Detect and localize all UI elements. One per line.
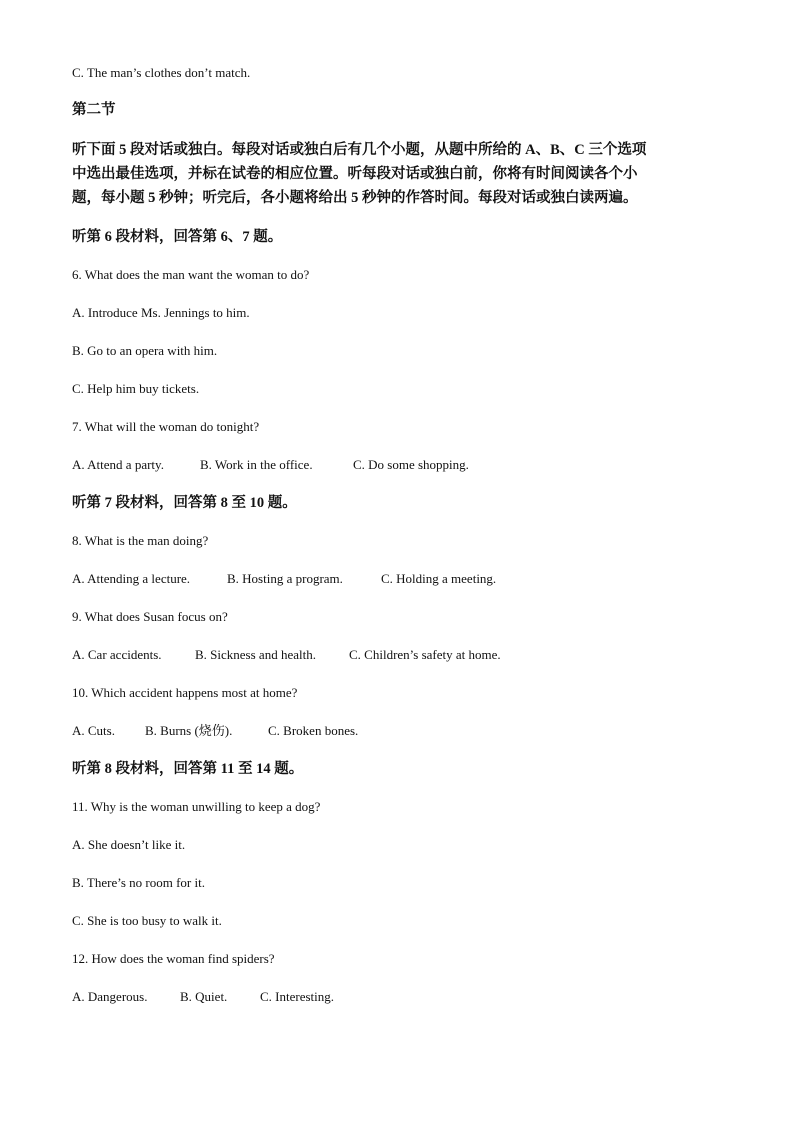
question-11-option-c: C. She is too busy to walk it. [72, 913, 222, 928]
question-9-option-a: A. Car accidents. [72, 647, 162, 662]
question-11-option-b: B. There’s no room for it. [72, 875, 205, 890]
instructions-line-1: 听下面 5 段对话或独白。每段对话或独白后有几个小题，从题中所给的 A、B、C 三个选项 [72, 142, 647, 158]
question-7-option-b: B. Work in the office. [200, 457, 313, 472]
question-10-option-a: A. Cuts. [72, 723, 115, 738]
question-9-option-b: B. Sickness and health. [195, 647, 316, 662]
question-7-option-a: A. Attend a party. [72, 457, 164, 472]
question-7: 7. What will the woman do tonight? [72, 419, 260, 434]
material-8-heading: 听第 8 段材料，回答第 11 至 14 题。 [72, 761, 304, 777]
question-8: 8. What is the man doing? [72, 533, 209, 548]
section-title: 第二节 [72, 102, 116, 118]
question-6-option-b: B. Go to an opera with him. [72, 343, 218, 358]
question-11-option-a: A. She doesn’t like it. [72, 837, 186, 852]
instructions-line-3: 题，每小题 5 秒钟；听完后，各小题将给出 5 秒钟的作答时间。每段对话或独白读两遍。 [72, 190, 638, 206]
question-12: 12. How does the woman find spiders? [72, 951, 275, 966]
question-6-option-c: C. Help him buy tickets. [72, 381, 200, 396]
question-8-option-a: A. Attending a lecture. [72, 571, 191, 586]
question-9: 9. What does Susan focus on? [72, 609, 228, 624]
question-7-option-c: C. Do some shopping. [353, 457, 469, 472]
question-6-option-a: A. Introduce Ms. Jennings to him. [72, 305, 250, 320]
question-12-option-a: A. Dangerous. [72, 989, 148, 1004]
q5-option-c: C. The man’s clothes don’t match. [72, 65, 251, 80]
question-11: 11. Why is the woman unwilling to keep a dog? [72, 799, 321, 814]
question-10-option-b: B. Burns (烧伤). [145, 723, 233, 738]
question-10-option-c: C. Broken bones. [268, 723, 359, 738]
question-8-option-b: B. Hosting a program. [227, 571, 343, 586]
question-6: 6. What does the man want the woman to do? [72, 267, 310, 282]
material-7-heading: 听第 7 段材料，回答第 8 至 10 题。 [72, 495, 297, 511]
question-9-option-c: C. Children’s safety at home. [349, 647, 501, 662]
question-10: 10. Which accident happens most at home? [72, 685, 298, 700]
instructions-line-2: 中选出最佳选项，并标在试卷的相应位置。听每段对话或独白前，你将有时间阅读各个小 [72, 166, 638, 182]
question-12-option-c: C. Interesting. [260, 989, 335, 1004]
question-8-option-c: C. Holding a meeting. [381, 571, 497, 586]
material-6-heading: 听第 6 段材料，回答第 6、7 题。 [72, 229, 283, 245]
question-12-option-b: B. Quiet. [180, 989, 228, 1004]
